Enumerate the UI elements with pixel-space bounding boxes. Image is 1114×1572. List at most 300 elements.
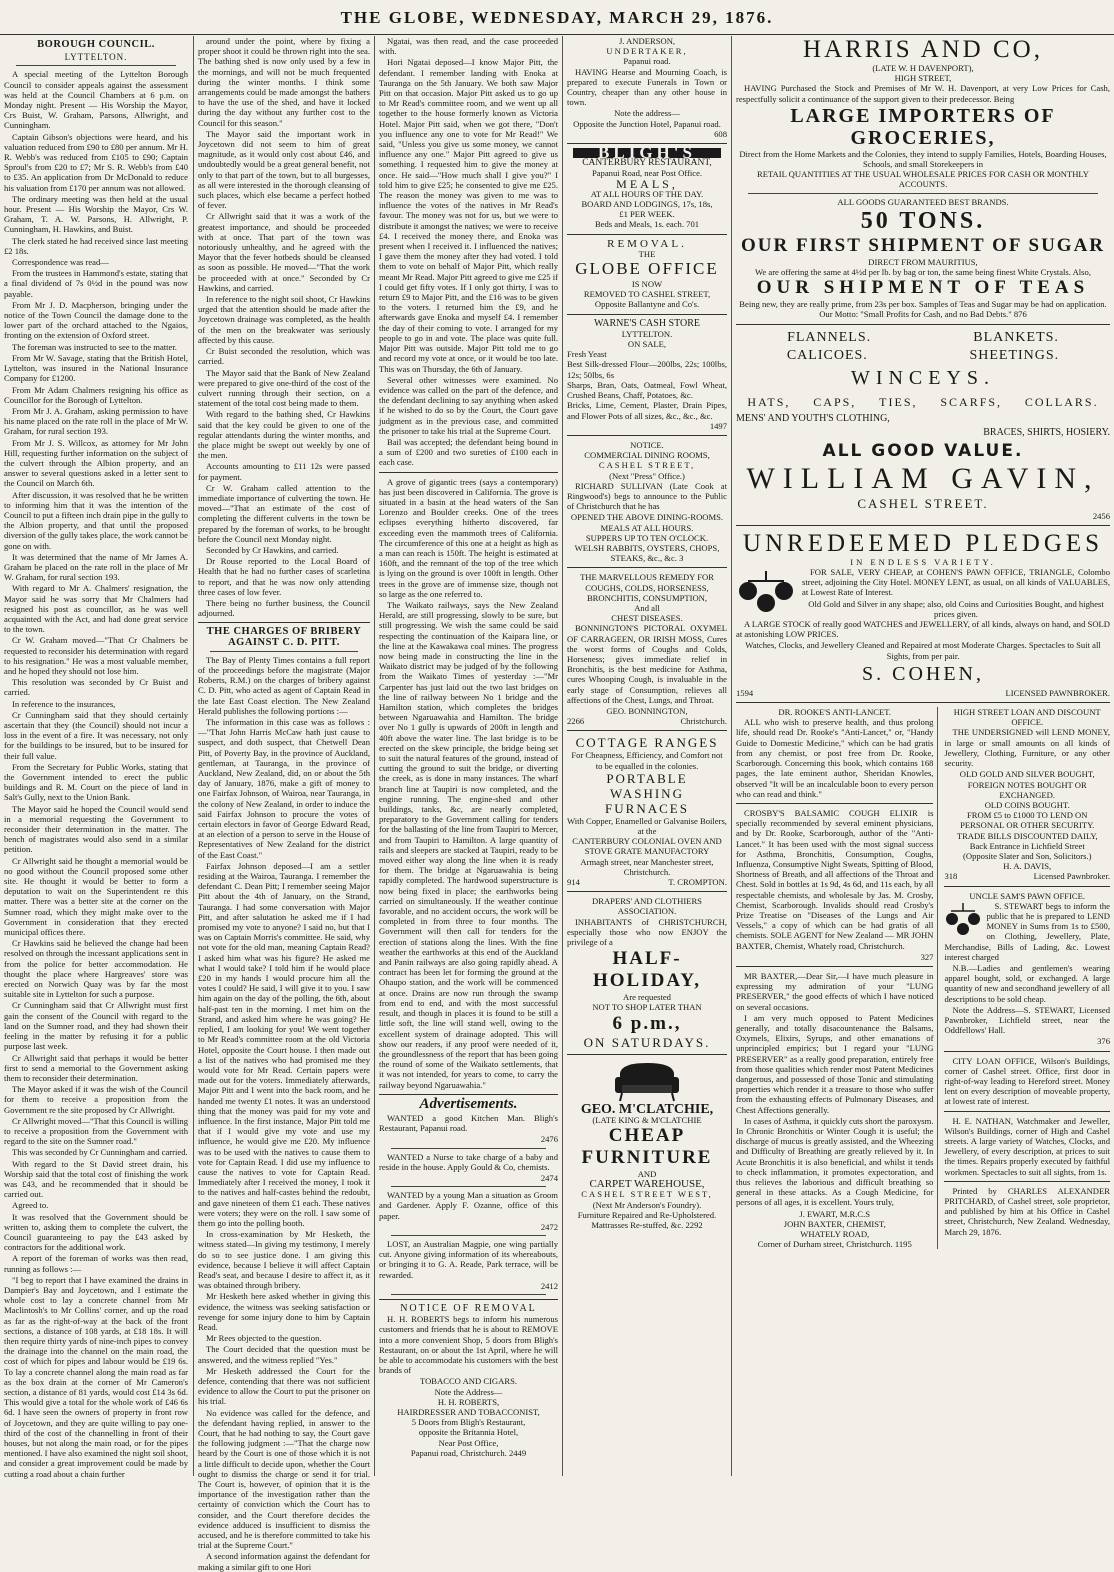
divider — [567, 234, 727, 235]
paragraph: Cr Allwright said he thought a memorial would be no good without the Council proposed some other site. He thought it would be better to form a deputation to wait on the Superintendent re this matter. There was a better site at the corner on the Sumner road, which they might make over to the Government in consideration that they erected municipal offices there. — [4, 855, 188, 938]
highstreet-lic: Licensed Pawnbroker. — [1033, 871, 1110, 882]
paragraph: Several other witnesses were examined. No evidence was called on the part of the defence, and the defendant declining to say anything when asked if he wished to do so by the Court, the Court gave judgment as in the previous case, and committed the prisoner to take his trial at the Supreme Court. — [379, 374, 558, 436]
uncle-addr: Note the Address—S. STEWART, Licensed Pawnbroker, Lichfield street, near the Oddfellows' Hall. — [944, 1004, 1110, 1036]
notice-meals: MEALS AT ALL HOURS. — [600, 522, 694, 533]
ad-number: 1195 — [894, 1239, 912, 1250]
ad-number: 2292 — [685, 1220, 703, 1231]
removal-ad — [379, 1304, 558, 1458]
harris-late: (LATE W. H DAVENPORT), — [872, 63, 974, 73]
paragraph: Cr W. Graham called attention to the immediate importance of culverting the town. He moved—"That an estimate of the cost of completing the different culverts in the town be prepared by the foreman of works, to be brought before the Council next Monday night. — [198, 482, 370, 544]
paragraph: With regard to the St David street drain, his Worship said that the total cost of finishing the work was £43, and he recommended that it should be carried out. — [4, 1158, 188, 1200]
rooke-sig — [736, 1239, 933, 1249]
harris-teas: OUR SHIPMENT OF TEAS — [756, 277, 1090, 299]
divider — [379, 1094, 558, 1095]
uncle-nb: N.B.—Ladies and gentlemen's wearing apparel bought, sold, or exchanged. A large quantity of new and secondhand jewellery of all descriptions to be sold cheap. — [944, 962, 1110, 1004]
ranges-body: For Cheapness, Efficiency, and Comfort not to be equalled in the colonies. — [571, 750, 723, 771]
gavin-item: TIES, — [879, 394, 918, 409]
gavin-street: CASHEL STREET. — [857, 495, 989, 511]
paragraph: Mr Rees objected to the question. — [206, 1333, 322, 1344]
remedy-ad — [567, 572, 727, 726]
paragraph: Cr Allwright said that perhaps it would be better first to send a memorial to the Government asking them to reconsider their determination. — [4, 1052, 188, 1083]
classified-ad-text: WANTED by a young Man a situation as Groom and Gardener. Apply F. Ozanne, office of this paper. — [379, 1190, 558, 1221]
gavin-name: WILLIAM GAVIN, — [746, 461, 1100, 495]
paragraph: With regard to Mr A. Chalmers' resignation, the Mayor said he was sorry that Mr Chalmers had resigned his post as councillor, as he was well acquainted with the Act, and had done great service to the town. — [4, 583, 188, 635]
rooke-baxter2: I am very much opposed to Patent Medicines generally, and totally disacountenance the Balsams, Oxymels, Elixirs, Syrups, and other emanations of unprincipled empirics; but I regard your "LUNG PRESERVER" as a really good preparation, entirely free from those qualities which render most Patent Medicines dangerous, and possessed of those Tonic and stimulating properties which render it a treasure to those who suffer from the exhausting effects of Pulmonary Diseases, and Chest Affections generally. — [736, 1012, 934, 1115]
divider — [567, 730, 727, 731]
remedy-footer — [567, 716, 727, 726]
harris-mauritius: DIRECT FROM MAURITIUS, — [868, 256, 978, 267]
warne-ad — [567, 319, 727, 431]
paragraph: This was seconded by Cr Cunningham and carried. — [12, 1147, 188, 1158]
ad-number: 318 — [944, 871, 958, 882]
harris-guar: ALL GOODS GUARANTEED BEST BRANDS. — [837, 196, 1009, 207]
ad-number: 1594 — [736, 687, 754, 698]
classified-ad-text: WANTED a Nurse to take charge of a baby and reside in the house. Apply Gould & Co, chemists. — [379, 1151, 558, 1172]
bligh-sub: CANTERBURY RESTAURANT, — [582, 158, 712, 169]
removal-addr-text: Papanui road, Christchurch. — [410, 1447, 507, 1458]
warne-title: WARNE'S CASH STORE — [593, 317, 701, 329]
removal-addr: Near Post Office, — [438, 1437, 499, 1448]
harris-large: LARGE IMPORTERS OF GROCERIES, — [790, 104, 1056, 149]
removal-addr — [379, 1448, 558, 1458]
column-5 — [736, 36, 1110, 1476]
mclatchie-and: AND — [637, 1169, 657, 1180]
ad-number: 3 — [679, 553, 684, 564]
anderson-trade: UNDERTAKER, — [606, 46, 688, 57]
gavin-item: HATS, — [747, 394, 791, 409]
paragraph: Cr Hawkins said he believed the change had been resolved on through the incessant applications sent in from the police for better accommodation. He thought the place where Hargreaves' store was erected on Norwich Quay was by far the most suitable site in Lyttelton for such a purpose. — [4, 938, 188, 1000]
harris-body: HAVING Purchased the Stock and Premises of Mr W. H. Davenport, at very Low Prices for Cash, respectfully solicit a continuance of the support given to their predecessor. Being — [736, 83, 1110, 104]
paragraph: The Mayor said he hoped the Council would send in a memorial requesting the Government to reconsider their determination in the matter. The bench of magistrates would also send in a similar petition. — [4, 803, 188, 855]
divider — [567, 567, 727, 568]
anderson-addr: Papanui road. — [623, 56, 671, 67]
column-2 — [198, 36, 370, 1572]
rooke-sig-text: Corner of Durham street, Christchurch. — [757, 1239, 893, 1250]
removal-body: H. H. ROBERTS begs to inform his numerous customers and friends that he is about to REMOVE into a more convenient Shop, 5 doors from Bligh's Restaurant, on or about the 1st April, where he will be able to accommodate his customers with the best brands of — [379, 1314, 558, 1376]
uncle-title: UNCLE SAM'S PAWN OFFICE. — [969, 890, 1086, 901]
lower-ads — [736, 707, 1110, 1249]
classified-ad-text: WANTED a good Kitchen Man. Bligh's Restaurant, Papanui road. — [379, 1112, 558, 1134]
column-4 — [567, 36, 727, 1476]
bligh-beds-text: Beds and Meals, 1s. each. — [594, 219, 684, 230]
divider — [379, 1299, 558, 1300]
ad-number: 876 — [1013, 309, 1027, 320]
armchair-icon — [612, 1059, 682, 1103]
paragraph: It was resolved that the Government should be written to, asking them to complete the culvert, the Council guaranteeing to pay the £43 asked by contractors for the additional work. — [4, 1211, 188, 1253]
imprint: Printed by CHARLES ALEXANDER PRITCHARD, of Cashel street, sole proprietor, and published by him at his Office in Cashel street, Christchurch, New Zealand. Wednesday, March 29, 1876. — [944, 1185, 1110, 1237]
notice-steaks-text: STEAKS, &c., &c. — [610, 553, 677, 564]
divider — [567, 1054, 727, 1055]
article-body — [198, 36, 370, 618]
divider — [567, 891, 727, 892]
rooke-body: ALL who wish to preserve health, and thus prolong life, should read Dr. Rooke's "Anti-Lancet," or, "Handy Guide to Domestic Medicine," which can be had gratis from any chemist, or post free from Dr. Rooke, Scarborough. Concerning this book, which contains 168 pages, the late eminent author, Sheridan Knowles, observed "It will be an incalculable boon to every person who can read and think." — [736, 717, 934, 799]
paragraph: The clerk stated he had received since last meeting £2 18s. — [4, 235, 188, 256]
paragraph: A special meeting of the Lyttelton Borough Council to consider appeals against the assessment was held at the Council Chambers at 6 p.m. on Monday night. Present — His Worship the Mayor, Crs Buist, W. Graham, Parsons, Allwright, and Cunningham. — [4, 69, 188, 131]
removal-title: REMOVAL. — [607, 237, 687, 250]
ad-number: 608 — [714, 128, 727, 139]
classified-ads — [379, 1113, 558, 1295]
gavin-row — [736, 329, 1110, 347]
gavin-item: COLLARS. — [1024, 394, 1099, 409]
masthead-title: THE GLOBE, WEDNESDAY, MARCH 29, 1876. — [340, 8, 774, 27]
paragraph: Correspondence was read— — [12, 257, 109, 268]
pledges-body: FOR SALE, VERY CHEAP, at COHEN'S PAWN OFFICE, TRIANGLE, Colombo street, adjoining the City Hotel. MONEY LENT, as usual, on all kinds of VALUABLES, at Lowest Rate of Interest. — [802, 567, 1110, 598]
harris-sugar: OUR FIRST SHIPMENT OF SUGAR — [740, 234, 1106, 256]
remedy-line: And all — [634, 602, 660, 613]
paragraph: The Bay of Plenty Times contains a full report of the proceedings before the magistrate (Major Roberts, R.M.) on the charges of bribery against C. D. Pitt, who acted as agent of Captain Read in the late East Coast election. The New Zealand Herald publishes the following portions :— — [198, 654, 370, 716]
gavin-row — [736, 392, 1110, 412]
ad-number: 2449 — [508, 1447, 527, 1458]
paragraph: Hori Ngatai deposed—I know Major Pitt, the defendant. I remember landing with Enoka at Tauranga on the 5th January. We both saw Major Pitt on that occasion. Major Pitt asked us to go up to Mr Read's committee room, and we went up all together to the house formerly known as Victoria Hotel. Major Pitt said, when we got there, "Don't you influence any one to vote for Mr Read!" We said, "Unless you give us some money, we cannot influence any one." Major Pitt agreed to give us something. I requested him to give the money at once. He said—"How much shall I give you?" I told him to give £25; he consented to give me £25. The reason the money was given to me was to influence the votes of the natives in Mr Read's favour. The money was not for us, but we were to distribute it amongst the natives; we were to receive £4. I received the money there, and Enoka was present when I received it. I influenced the natives; I gave them the money after they had voted. I told them to vote on behalf of Major Pitt, which really meant Mr Read. Major Pitt agreed to give me £25 if I could get fifty votes. If I only got thirty, I was to return £9 to Major Pitt, and the £16 was to be given to the voters. I returned him the £9, and he afterwards gave Enoka and myself £4. I remember the day of their coming to vote. I arranged for my people to go in and vote. The place was quite full. Major Pitt was outside. Major Pitt told me to go and record my vote at once, or it would be too late. This was on Thursday, the 6th of January. — [379, 57, 558, 374]
harris-ad — [736, 36, 1110, 320]
bligh-board: BOARD AND LODGINGS, 17s, 18s, — [581, 199, 713, 210]
drapers-title: DRAPERS' AND CLOTHIERS ASSOCIATION. — [592, 896, 702, 917]
divider — [736, 966, 933, 967]
ad-number: 2476 — [540, 1134, 558, 1145]
divider — [567, 435, 727, 436]
paragraph: Cr Cunningham said that Cr Allwright must first gain the consent of the Council with regard to the land on the Sumner road, and they had shown their feeling in the matter by refusing it for a public purpose last week. — [4, 1000, 188, 1052]
paragraph: Captain Gibson's objections were heard, and his valuation reduced from £90 to £80 per annum. Mr H. R. Webb's was reduced from £105 to £90; Captain Sproul's from £20 to £7; Mr S. R. Webb's from £40 to £35. An application from Dr McDonald to reduce his valuation from £170 per annum was not allowed. — [4, 131, 188, 193]
paragraph: The Mayor asked if it was the wish of the Council for them to receive a proposition from the Government re the site proposed by Cr Allwright. — [4, 1084, 188, 1115]
paragraph: Ngatai, was then read, and the case proceeded with. — [379, 36, 558, 57]
divider — [736, 324, 1110, 325]
globe-office-title: GLOBE OFFICE — [575, 259, 719, 279]
ranges-works: CANTERBURY COLONIAL OVEN AND STOVE GRATE MANUFACTORY — [572, 836, 722, 857]
ranges-sig: T. CROMPTON. — [668, 877, 727, 888]
gavin-item: FLANNELS. — [787, 329, 872, 345]
paragraph: No evidence was called for the defence, and the defendant having replied, in answer to the Court, that he had nothing to say, the Court gave the following judgment :—"That the charge now heard by the Court is one of those which it is not a little difficult to decide upon, whether the Court ought to dismiss the charge or send it for trial. The Court is, however, of opinion that it is the importance of the investigation rather than the certainty of conviction which the Court has to consider, and the Court therefore decides the evidence adduced is insufficient to dismiss the accused, and he is therefore committed to take his trial at the Supreme Court." — [198, 1407, 370, 1551]
paragraph: "I beg to report that I have examined the drains in Dampier's Bay and Joycetown, and I estimate the whole cost to lay a concrete channel from Mr Maclintosh's to Mr Collins' corner, and up the road as far as the right-of-way at the back of the front sections, a distance of 108 yards, at £18 18s. It will then require thirty yards of nine-inch pipes to convey the drainage into the channel on the main road, the cost of which for pipes and labour would be £19 6s. To lay a concrete channel along the main road as far as the box drain at the corner of Mr Cameron's section, a distance of 81 yards, would cost £14 3s 6d. This would give a total for the whole work of £46 6s 6d. I have seen the owners of property in front row of Joycetown, and they are quite willing to pay one-third of the cost of the channelling in front of their houses, but not along the main road, or for the pipes mentioned. I have also examined the night soil shoot, and consider a great improvement could be made by cutting a road about a chain further — [4, 1274, 188, 1479]
mclatchie-next: (Next Mr Anderson's Foundry). — [592, 1199, 702, 1210]
notice-rooms: COMMERCIAL DINING ROOMS, — [584, 450, 710, 461]
gavin-mens: MENS' AND YOUTH'S CLOTHING, — [736, 412, 890, 424]
drapers-half: HALF-HOLIDAY, — [592, 948, 702, 992]
pledges-repair: Watches, Clocks, and Jewellery Cleaned and Repaired at most Moderate Charges. Spectacles to Suit all Sights, from per pair. — [745, 640, 1101, 661]
mclatchie-cheap: CHEAP FURNITURE — [581, 1125, 713, 1169]
column-rule — [374, 36, 375, 1476]
advertisements-heading: Advertisements. — [419, 1095, 518, 1112]
highstreet-footer — [944, 871, 1110, 881]
classified-ad — [379, 1239, 558, 1291]
paragraph: Cr Cunningham said that they should certainly ascertain that they (the Council) should not incur a loss in the event of a fire. It was necessary, not only for the buildings to be insured, but to be insured for their full value. — [4, 709, 188, 761]
mclatchie-late: (LATE KING & M'CLATCHIE — [592, 1114, 702, 1125]
removal-to: REMOVED TO CASHEL STREET, — [583, 289, 711, 300]
highstreet-from: FROM £5 to £1000 TO LEND ON PERSONAL OR OTHER SECURITY. — [960, 810, 1095, 831]
harris-street: HIGH STREET, — [894, 73, 952, 84]
warne-sale: ON SALE, — [627, 339, 667, 350]
removal-addr: 5 Doors from Bligh's Restaurant, — [411, 1417, 526, 1428]
article-heading: THE CHARGES OF BRIBERY AGAINST C. D. PITT. — [206, 626, 362, 648]
ad-number: 914 — [567, 877, 580, 888]
article-body — [379, 477, 558, 1090]
article-body — [4, 69, 188, 1478]
notice-body: RICHARD SULLIVAN (Late Cook at Ringwood's) begs to announce to the Public of Christchurch that he has — [567, 480, 727, 512]
harris-offer: We are offering the same at 4½d per lb. by bag or ton, the same being finest White Crystals. Also, — [755, 267, 1091, 278]
loan-ads — [944, 707, 1110, 1249]
paragraph: In reference to the night soil shoot, Cr Hawkins urged that the attention should be made after the Joycetown drainage was completed, as the health of the men on the breakwater was seriously affected by this cause. — [198, 294, 370, 345]
drapers-ad — [567, 896, 727, 1049]
paragraph: With regard to the bathing shed, Cr Hawkins said that the key could be given to one of the regular attendants during the winter months, and the place might be swept out weekly by one of the men. — [198, 409, 370, 461]
column-rule — [562, 36, 563, 1476]
paragraph: After discussion, it was resolved that he be written to informing him that it was the intention of the Council to put a fifteen inch drain pipe in the gully to the Albion property, and that until the proposed diversion of the gully takes place, the work cannot be gone on with. — [4, 489, 188, 551]
remedy-title: THE MARVELLOUS REMEDY FOR COUGHS, COLDS, HORSENESS, — [580, 572, 714, 593]
divider — [210, 651, 358, 652]
remedy-line: BRONCHITIS, CONSUMPTION, — [586, 592, 708, 603]
paragraph: From Mr J. D. Macpherson, bringing under the notice of the Town Council the damage done to the lower part of the orchard attached to the Ngaios, fronting on the extension of Oxford street. — [4, 299, 188, 341]
highstreet-opp: (Opposite Slater and Son, Solicitors.) — [963, 850, 1092, 861]
harris-retail: RETAIL QUANTITIES AT THE USUAL WHOLESALE PRICES FOR CASH OR MONTHLY ACCOUNTS. — [756, 169, 1090, 190]
pawnbroker-balls-icon — [736, 569, 796, 613]
paragraph: Mr Hesketh here asked whether in giving this evidence, the witness was seeking satisfaction or revenge for some injury done to him by Captain Read. — [198, 1291, 370, 1332]
rooke-sig: J. EWART, M.R.C.S — [799, 1208, 871, 1219]
paragraph: Seconded by Cr Hawkins, and carried. — [206, 544, 339, 555]
paragraph: A report of the foreman of works was then read, running as follows :— — [4, 1253, 188, 1274]
anderson-name: J. ANDERSON, — [618, 36, 676, 46]
notice-next: (Next "Press" Office.) — [609, 470, 685, 481]
column-rule — [193, 36, 194, 1476]
remedy-sig: GEO. BONNINGTON, — [606, 705, 688, 716]
classified-ad-text: LOST, an Australian Magpie, one wing partially cut. Anyone giving information of its whereabouts, or bringing it to G. A. Reade, Park terrace, will be rewarded. — [379, 1238, 558, 1280]
bligh-hours: AT ALL HOURS OF THE DAY. — [590, 188, 704, 199]
globe-removal-ad — [567, 239, 727, 310]
paragraph: From Mr W. Savage, stating that the British Hotel, Lyttelton, was insured in the National Insurance Company for £1200. — [4, 352, 188, 384]
uncle-body: S. STEWART begs to inform the public that he is prepared to LEND MONEY in Sums from 1s to £500, on Clothing, Jewellery, Plate, Merchandise, Bills of Lading, &c. Lowest interest charged — [944, 900, 1110, 962]
pledges-title: UNREDEEMED PLEDGES — [742, 529, 1104, 557]
masthead — [0, 0, 1114, 35]
paragraph: around under the point, where by fixing a proper shoot it could be thrown right into the sea. The bathing shed is now only used by a few in the mornings, and will not be much frequented during the winter months. I think some arrangements could be made amongst the bathers to have the use of the shed, and have it locked during the day without any further cost to the Council for this season." — [198, 36, 370, 128]
remedy-place: Christchurch. — [680, 716, 727, 727]
notice-street: CASHEL STREET, — [598, 460, 696, 471]
harris-motto-text: Our Motto: "Small Profits for Cash, and no Bad Debts." — [819, 309, 1012, 320]
highstreet-trade: TRADE BILLS DISCOUNTED DAILY, — [956, 830, 1098, 841]
highstreet-title: HIGH STREET LOAN AND DISCOUNT OFFICE. — [953, 707, 1101, 728]
paragraph: Cr Buist seconded the resolution, which was carried. — [198, 346, 370, 367]
divider — [391, 1235, 546, 1236]
nathan-body: H. E. NATHAN, Watchmaker and Jeweller, Wilson's Buildings, corner of High and Cashel streets. A large variety of Watches, Clocks, and Jewellery, of every description, at prices to suit the times. Repairs properly executed by faithful workmen. Spectacles to suit all sights, from 1s. — [944, 1115, 1110, 1177]
ad-number: 701 — [686, 219, 700, 230]
highstreet-coins: OLD COINS BOUGHT. — [984, 799, 1070, 810]
bligh-week: £1 PER WEEK. — [619, 209, 675, 220]
paragraph: In reference to the insurances, — [12, 698, 116, 709]
removal-the: THE — [638, 248, 656, 259]
article-body — [198, 655, 370, 1572]
highstreet-gold: OLD GOLD AND SILVER BOUGHT, FOREIGN NOTES BOUGHT OR EXCHANGED. — [959, 769, 1095, 800]
mclatchie-name: GEO. M'CLATCHIE, — [580, 1101, 714, 1117]
removal-goods: TOBACCO AND CIGARS. — [419, 1376, 517, 1387]
cityloan-body: CITY LOAN OFFICE, Wilson's Buildings, corner of Cashel street. Office, first door in right-of-way leading to Hereford street. Money lent on every description of moveable property, at lowest rate of interest. — [944, 1055, 1110, 1107]
highstreet-sig: H. A. DAVIS, — [1003, 861, 1052, 872]
removal-opp: Opposite Ballantyne and Co's. — [594, 299, 700, 310]
removal-isnow: IS NOW — [631, 279, 663, 290]
drapers-not: NOT TO SHOP LATER THAN — [592, 1002, 702, 1013]
ranges-body2: With Copper, Enamelled or Galvanise Boilers, at the — [567, 815, 727, 836]
divider — [748, 193, 1098, 194]
paragraph: Fairfax Johnson deposed—I am a settler residing at the Wairoa, Tauranga. I remember the defendant C. Dean Pitt; I remember seeing Major Pitt about the 4th of January, on the Strand, Tauranga. I had some conversation with Major Pitt, and after salutation he asked me if I had promised my vote to anyone? I said no, but that I was on Captain Morris's committee. He said, why not vote for the old man, meaning Captain Read? I asked him what was his figure? He asked me what I would take? I told him if he would place £20 in my hands I would procure him all the votes I could? He said, I will give it to you. I saw him again on the day of the polling, the 6th, about half-past ten in the morning. I met him on the Strand, and asked him where he was going? He replied, I am looking for you! We went together to Mr Read's committee room at the old Victoria Hotel, opposite the Court house. I then made out a list of the natives who had promised me they would vote for Mr Read. Certain papers were made out for the voters. Immediately afterwards, Major Pitt and I went into the back room, and he handed me twenty £1 notes. It was an understood thing that the money was paid for my vote and influence. In the first instance, Major Pitt told me that if I would give my vote and use my influence, he would give me £20. My influence was to be used with the natives to cause them to vote for Captain Read. I did use my influence to cause the natives to vote for Captain Read. Immediately after I received the money, I took it to the natives and half-castes behind the redoubt, and gave nineteen of them £1 each. These natives were voters; they were on the roll. I saw some of them go into the polling booth. — [198, 860, 370, 1228]
gavin-braces: BRACES, SHIRTS, HOSIERY. — [983, 426, 1110, 438]
paragraph: The Court decided that the question must be answered, and the witness replied "Yes." — [198, 1344, 370, 1365]
gavin-value: ALL GOOD VALUE. — [822, 440, 1024, 461]
paragraph: Accounts amounting to £11 12s were passed for payment. — [198, 461, 370, 482]
paragraph: From Mr J. A. Graham, asking permission to have his name placed on the rate roll in the place of Mr W. Graham, for rural section 193. — [4, 405, 188, 437]
harris-motto — [736, 309, 1110, 319]
paragraph: Cr Allwright said that it was a work of the greatest importance, and should be proceeded with at once. That part of the town was notoriously unhealthy, and he agreed with the Mayor that the fever hotbeds should be cleansed as soon as possible. He moved—"That the work be proceeded with at once." Seconded by Cr Hawkins, and carried. — [198, 211, 370, 293]
gavin-item: SHEETINGS. — [969, 347, 1060, 363]
bligh-ad — [567, 143, 727, 230]
divider — [391, 1148, 546, 1149]
gavin-ad — [736, 329, 1110, 521]
drapers-body: INHABITANTS of CHRISTCHURCH, especially those who now ENJOY the privilege of a — [567, 916, 727, 948]
pledges-name: S. COHEN, — [861, 662, 984, 685]
bligh-meals: MEALS, — [616, 176, 678, 191]
divider — [736, 525, 1110, 526]
anderson-body: HAVING Hearse and Mourning Coach, is prepared to execute Funerals in Town or Country, cheaper than any other house in town. — [567, 66, 727, 108]
gavin-item: CAPS, — [813, 394, 857, 409]
notice-opened: OPENED THE ABOVE DINING-ROOMS. — [570, 512, 724, 523]
paragraph: It was determined that the name of Mr James A. Graham be placed on the rate roll in the place of Mr W. Graham, for rural section 193. — [4, 551, 188, 583]
rooke-baxter: MR BAXTER,—Dear Sir,—I have much pleasure in expressing my admiration of your "LUNG PRESERVER," the good effects of which I have noticed on several occasions. — [736, 970, 934, 1012]
gavin-item: CALICOES. — [786, 347, 868, 363]
paragraph: A second information against the defendant for making a similar gift to one Hori — [198, 1551, 370, 1572]
divider — [391, 1186, 546, 1187]
divider — [944, 1181, 1110, 1182]
rooke-baxter3: In cases of Asthma, it quickly cuts short the paroxysm. In Chronic Bronchitis or Winter Cough it is useful; the discharge of mucus is greatly assisted, and the Wheezing and Difficulty of Breathing are greatly relieved by it. In Acute Bronchitis it is also beneficial, and whilst it tends to check inflammation, it promotes expectoration, and thus relieves the laborious and difficult breathing so general in these attacks. As a Cough Medicine, for persons of all ages, it is excellent. Yours truly, — [736, 1115, 934, 1208]
notice-title: NOTICE. — [630, 439, 664, 450]
pawnbroker-balls-icon — [944, 903, 982, 937]
notice-supper: SUPPERS UP TO TEN O'CLOCK. — [585, 532, 709, 543]
drapers-time: 6 p.m., — [612, 1012, 682, 1034]
paragraph: There being no further business, the Council adjourned. — [198, 597, 370, 619]
dining-ad — [567, 440, 727, 563]
classified-ad — [379, 1190, 558, 1232]
highstreet-body: THE UNDERSIGNED will LEND MONEY, in large or small amounts on all kinds of Jewellery, Clothing, Furniture, or any other security. — [944, 727, 1110, 769]
paragraph: In cross-examination by Mr Hesketh, the witness stated—In giving my testimony, I merely do so to see justice done. I am giving this evidence, because I believe it will affect Captain Read's seat, and because I desire to affect it, as it was obtained through bribery. — [198, 1229, 370, 1291]
column-3 — [379, 36, 558, 1476]
divider — [736, 702, 1110, 703]
article-body — [379, 36, 558, 468]
paragraph: The Mayor said that the Bank of New Zealand were prepared to give one-third of the cost of the culvert running through their section, on a statement of the total cost being made to them. — [198, 367, 370, 409]
divider — [944, 886, 1110, 887]
mclatchie-matt — [567, 1220, 727, 1230]
divider — [16, 65, 176, 66]
gavin-item: BLANKETS. — [973, 329, 1059, 345]
mclatchie-repair: Furniture Repaired and Re-Upholstered. — [577, 1209, 717, 1220]
paragraph: Dr Rouse reported to the Local Board of Health that he had no further cases of scarletina to report, and that he was now only attending three cases of low fever. — [198, 556, 370, 597]
remedy-line: CHEST DISEASES. — [611, 613, 683, 624]
harris-direct: Direct from the Home Markets and the Colonies, they intend to supply Families, Hotels, Boarding Houses, Schools, and small Storekeepers in — [739, 148, 1107, 170]
pledges-gold: Old Gold and Silver in any shape; also, old Coins and Curiosities Bought, and highest prices given. — [808, 598, 1104, 619]
divider — [944, 1111, 1110, 1112]
divider — [944, 1051, 1110, 1052]
harris-teabody: Being new, they are really prime, from 23s per box. Samples of Teas and Sugar may be had on application. — [739, 299, 1107, 310]
mclatchie-carpet: CARPET WAREHOUSE, — [589, 1178, 705, 1191]
removal-name: H. H. ROBERTS, — [437, 1396, 500, 1407]
harris-tons: 50 TONS. — [860, 207, 986, 234]
column-1 — [4, 36, 188, 1479]
paragraph: The ordinary meeting was then held at the usual hour. Present — His Worship the Mayor, Crs W. Graham, T. A. W. Parsons, H. Allwright, P. Cunningham, H. Hawkins, and Buist. — [4, 193, 188, 235]
ranges-addr: Armagh street, near Manchester street, Christchurch. — [580, 856, 714, 877]
paragraph: Bail was accepted; the defendant being bound in a sum of £200 and two sureties of £100 each in each case. — [379, 436, 558, 468]
paragraph: The information in this case was as follows :—"That John Harris McCaw hath just cause to suspect, and doth suspect, that Chetwell Dean Pitt, of Poverty Bay, in the province of Auckland, gentleman, at Tauranga, in the province of Auckland, New Zealand, did, on or about the 5th day of January, 1876, make a gift of money to one Fairfax Johnson, of Wairoa, near Tauranga, in the colony of New Zealand, in order to induce the said Fairfax Johnson to procure the votes of certain electors in favor of George Edward Read, at an election of a person to serve in the House of Representatives of New Zealand for the district of the East Coast." — [198, 717, 370, 860]
rooke-ad — [736, 707, 938, 1249]
ranges-title2: PORTABLE WASHING FURNACES — [605, 770, 689, 816]
ad-number: 2456 — [1092, 510, 1110, 521]
paragraph: From Mr Adam Chalmers resigning his office as Councillor for the Borough of Lyttelton. — [4, 384, 188, 405]
ad-number: 2266 — [567, 716, 585, 727]
anderson-ad — [567, 36, 727, 139]
ad-number: 2472 — [540, 1221, 558, 1232]
classified-ad — [379, 1152, 558, 1184]
paragraph: From Mr J. S. Willcox, as attorney for Mr John Hill, requesting further information on the subject of the culvert through the Albion property, and an answer to several questions asked in a letter sent to the Council on March 6th. — [4, 437, 188, 489]
paragraph: From the trustees in Hammond's estate, stating that a final dividend of 7s 0½d in the pound was now payable. — [4, 268, 188, 299]
mclatchie-street: CASHEL STREET WEST, — [581, 1189, 713, 1200]
anderson-note: Note the address— — [614, 108, 680, 119]
pledges-footer — [736, 688, 1110, 698]
ad-number: 1497 — [709, 420, 727, 431]
rooke-sig: JOHN BAXTER, CHEMIST, — [783, 1218, 886, 1229]
highstreet-back: Back Entrance in Lichfield Street — [969, 840, 1085, 851]
classified-ad — [379, 1113, 558, 1145]
paragraph: Mr Hesketh addressed the Court for the defence, contending that there was not sufficient evidence to allow the Court to put the prisoner on his trial. — [198, 1365, 370, 1407]
divider — [391, 1294, 546, 1295]
anderson-loc: Opposite the Junction Hotel, Papanui road. — [573, 118, 721, 129]
article-heading: BOROUGH COUNCIL. — [37, 39, 155, 50]
gavin-item: SCARFS, — [940, 394, 1003, 409]
pledges-ad — [736, 530, 1110, 698]
ad-number: 376 — [1097, 1036, 1110, 1047]
notice-fare: WELSH RABBITS, OYSTERS, CHOPS, — [574, 542, 720, 553]
removal-note: Note the Address— — [434, 1386, 503, 1397]
removal-trade: HAIRDRESSER AND TOBACCONIST, — [397, 1407, 540, 1417]
divider — [736, 803, 933, 804]
removal-addr: opposite the Britannia Hotel, — [418, 1427, 519, 1438]
notice-steaks — [567, 553, 727, 563]
ad-number: 2474 — [540, 1172, 558, 1183]
rooke-sig: WHATELY ROAD, — [800, 1229, 870, 1240]
bligh-addr: Papanui Road, near Post Office. — [591, 168, 703, 179]
ad-number: 2412 — [540, 1280, 558, 1291]
paragraph: A grove of gigantic trees (says a contemporary) has just been discovered in California. The grove is situated in a basin at the head waters of the San Lorenzo and Boulder creeks. One of the trees eclipses everything hitherto discovered, far exceeding even the mammoth trees of California. The circumference of this one at a height as high as a man can reach is 150ft. The height is estimated at 160ft, and the remnant of the top of the tree which is lying on the ground is over 100ft in length. Other trees in the grove are of immense size, though not so large as the one referred to. — [379, 476, 558, 599]
rooke-title: DR. ROOKE'S ANTI-LANCET. — [778, 707, 892, 718]
article-subheading: LYTTELTON. — [64, 52, 128, 63]
drapers-req: Are requested — [623, 992, 671, 1003]
pledges-stock: A LARGE STOCK of really good WATCHES and JEWELLERY, of all kinds, always on hand, and SOLD at astonishing LOW PRICES. — [736, 619, 1110, 640]
paragraph: The Waikato railways, says the New Zealand Herald, are still progressing, slowly to be sure, but still progressing. We wish the same could be said respecting the continuation of the Kaipara line, or the line at the Kawakawa coal mines. The progress now being made in constructing the line in the Waikato district may be judged of by the following from the Waikato Times of yesterday :—"Mr Carpenter has just laid out the two last bridges on the line of railway between No 1 bridge and the Hamilton station, which completes the bridges between Ngaruawahia and Hamilton. The bridge over No 1 gully is upwards of 200ft in length and 40ft above the water line. The last bridge is to be erected on the skew principle, the bridge being set to suit the natural features of the ground, instead of cutting the ground to suit the bridge, or diverting the creek, as is done in many instances. The wharf branch line at Taupiri is now completed, and the engine running. The engine-shed and other buildings, tanks, &c, are nearly completed, preparatory to the Government calling for tenders for the ballasting of the line from Taupiri to Mercer, and from Taupiri to Hamilton. A large quantity of rails and sleepers are stacked at Taupiri, ready to be moved either way along the line when it is ready for them. The bridge at Ngaruawahia is being rapidly completed. The hardwood superstructure is now being fixed in place; the earthworks being carried on simultaneously. If the weather continue favorable, and no accident occurs, the work will be completed in from three to four months. The Government will then call for tenders for the erection of stations along the lines. With the fine weather the earthworks at this end of the Auckland and Panin railways are also going rapidly ahead. A contract has been let for forming the ground at the Ohaupo station, and the work will be commenced at once. Drains are now run through the swamp from end to end, and with the most successful result, and though in places it is found to be still a little soft, the line will stand well, owing to the excellent system of drainage adopted. This will show our readers, if any proof were needed of it, the groundlessness of the report that has been going the round of some of the Waikato settlements, that it was not intended, for years to come, to carry the railway beyond Ngaruawahia." — [379, 599, 558, 1090]
mclatchie-ad — [567, 1059, 727, 1231]
paragraph: The Mayor said the important work in Joycetown did not seem to him of great magnitude, as it would only cost about £46, and undoubtedly would be a great general benefit, not only to that part of the town, but to all burgesses, as all were interested in the thorough cleansing of such places, which else became a perfect hotbed of fever. — [198, 128, 370, 211]
rooke-crosby: CROSBY'S BALSAMIC COUGH ELIXIR is specially recommended by several eminent physicians, and by Dr. Rooke, Scarborough, author of the "Anti-Lancet." It has been used with the most signal success for Asthma, Bronchitis, Consumption, Coughs, Influenza, Consumptive Night Sweats, Spitting of Blood, Shortness of Breath, and all affections of the Throat and Chest. Sold in bottles at 1s 9d, 4s 6d, and 11s each, by all respectable chemists, and wholesale by Jas. M. Crosby, Chemist, Scarborough. Invalids should read Crosby's Prize Treatise on "Diseases of the Lungs and Air Vessels," a copy of which can be had gratis of all chemists. SOLE AGENT for New Zealand — MR JOHN BAXTER, Chemist, Whately road, Christchurch. — [736, 807, 934, 951]
divider — [198, 622, 370, 623]
ranges-ad — [567, 735, 727, 887]
ranges-footer — [567, 877, 727, 887]
ranges-title: COTTAGE RANGES — [575, 735, 719, 751]
pledges-sub: IN ENDLESS VARIETY. — [850, 556, 996, 567]
divider — [379, 472, 558, 473]
paragraph: This resolution was seconded by Cr Buist and carried. — [4, 677, 188, 698]
paragraph: Agreed to. — [12, 1200, 49, 1211]
warne-place: LYTTELTON. — [621, 328, 673, 339]
bligh-beds — [567, 219, 727, 229]
harris-title: HARRIS AND CO, — [803, 36, 1043, 63]
pledges-lic: LICENSED PAWNBROKER. — [1005, 687, 1110, 698]
paragraph: Cr Allwright moved—"That this Council is willing to receive a proposition from the Government with regard to the site on the Sumner road." — [4, 1115, 188, 1147]
column-rule — [731, 36, 732, 1476]
mclatchie-matt-text: Mattrasses Re-stuffed, &c. — [591, 1220, 684, 1231]
paragraph: The foreman was instructed to see to the matter. — [12, 341, 177, 352]
paragraph: Cr W. Graham moved—"That Cr Chalmers be requested to reconsider his determination with regard to his resignation." He was a most valuable member, and he hoped they should not lose him. — [4, 635, 188, 676]
gavin-row — [736, 347, 1110, 365]
bligh-title: BLIGH'S — [573, 148, 721, 158]
gavin-winceys: WINCEYS. — [850, 366, 996, 389]
